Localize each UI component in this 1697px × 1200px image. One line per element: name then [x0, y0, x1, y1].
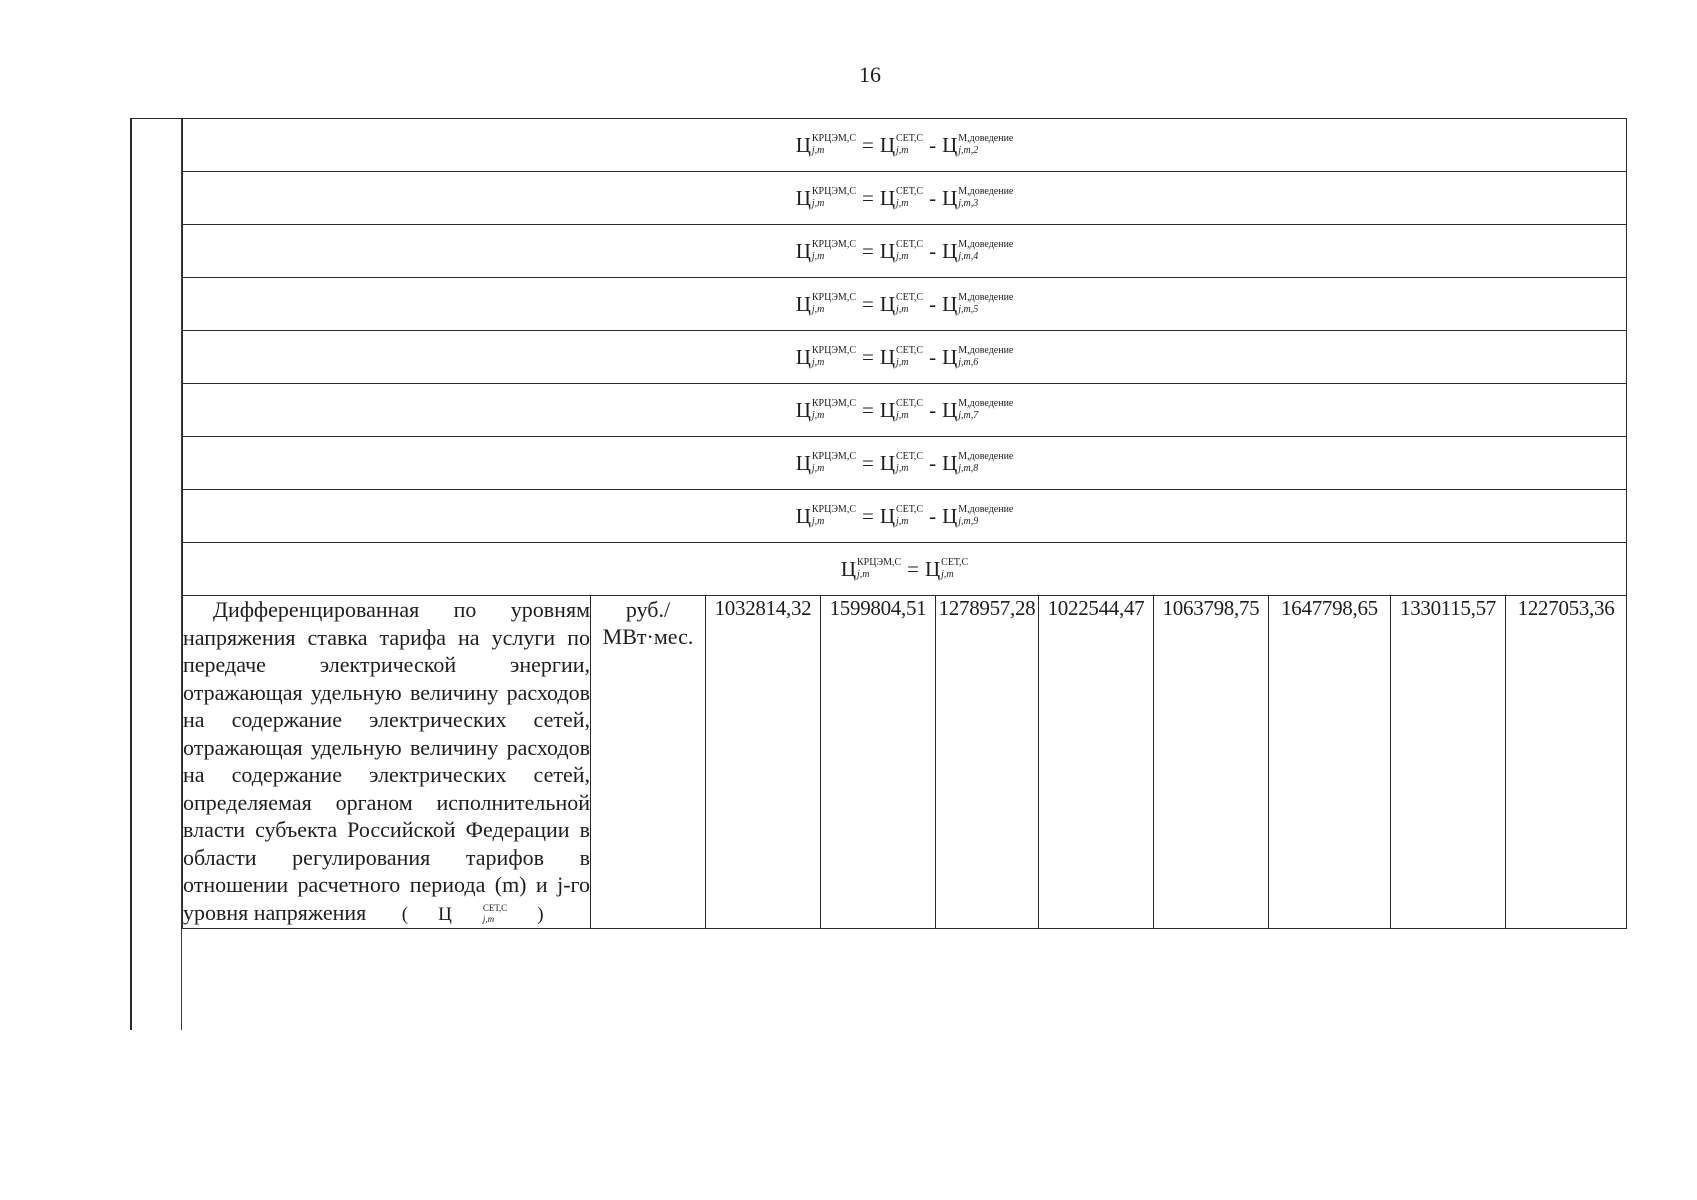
formula-sup: СЕТ,С [482, 903, 508, 914]
term-base: Ц [942, 397, 958, 422]
lhs-sup: КРЦЭМ,С [811, 451, 856, 462]
lhs-base: Ц [795, 132, 811, 157]
equals-sign: = [862, 450, 874, 475]
formula [841, 557, 968, 582]
rhs-sub: j,m [896, 198, 909, 209]
term-base: Ц [942, 132, 958, 157]
term-scripts [958, 451, 1013, 475]
lhs-base: Ц [795, 450, 811, 475]
rhs-base: Ц [924, 556, 941, 581]
term-sup: М,доведение [958, 239, 1014, 250]
minus-sign: - [929, 397, 937, 422]
formula-base: Ц [438, 903, 452, 925]
term-scripts [958, 292, 1013, 316]
rhs-sup: СЕТ,С [896, 345, 924, 356]
rhs-sup: СЕТ,С [941, 557, 969, 568]
formula-cell [183, 384, 1627, 437]
term-base: Ц [942, 185, 958, 210]
lhs-term [796, 504, 856, 529]
formula-cell [183, 225, 1627, 278]
equals-sign: = [862, 132, 874, 157]
left-column-border [130, 118, 182, 1030]
rhs-sub: j,m [941, 569, 954, 580]
formula [796, 451, 1014, 476]
formula-row [183, 384, 1627, 437]
rhs-scripts [896, 186, 923, 210]
term-sup: М,доведение [958, 504, 1014, 515]
formula-row [183, 490, 1627, 543]
unit-cell [591, 596, 706, 929]
equals-sign: = [862, 185, 874, 210]
rhs-term [925, 557, 968, 582]
value-cell: 1599804,51 [821, 596, 936, 929]
term-sub: j,m,4 [958, 251, 979, 262]
equals-sign: = [907, 556, 919, 581]
term-sup: М,доведение [958, 451, 1014, 462]
lhs-base: Ц [795, 291, 811, 316]
lhs-term [796, 239, 856, 264]
minus-sign: - [929, 450, 937, 475]
subtracted-term [942, 186, 1013, 211]
tariff-table [182, 118, 1627, 929]
rhs-scripts [896, 345, 923, 369]
formula-cell [183, 172, 1627, 225]
rhs-scripts [896, 504, 923, 528]
rhs-scripts [896, 292, 923, 316]
subtracted-term [942, 398, 1013, 423]
rhs-term [880, 186, 923, 211]
lhs-scripts [812, 398, 856, 422]
formula-row [183, 278, 1627, 331]
formula-cell [183, 331, 1627, 384]
lhs-sup: КРЦЭМ,С [811, 398, 856, 409]
minus-sign: - [929, 238, 937, 263]
term-sub: j,m,3 [958, 198, 979, 209]
unit-line-2: МВт·мес. [602, 624, 694, 649]
rhs-term [880, 345, 923, 370]
rhs-sub: j,m [896, 463, 909, 474]
rhs-term [880, 504, 923, 529]
formula [796, 292, 1014, 317]
rhs-base: Ц [879, 344, 896, 369]
description-text: Дифференцированная по уровням напряжения ставка тарифа на услуги по передаче электрической энергии, отражающая удельную величину расходов на содержание электрических сетей, отражающая удельную величину расходов на содержание электрических сетей, определяемая органом исполнительной власти субъекта Российской Федерации в области регулирования тарифов в отношении расчетного периода (m) и j-го уровня напряжения [183, 597, 590, 925]
rhs-sup: СЕТ,С [896, 451, 924, 462]
subtracted-term [942, 451, 1013, 476]
lhs-sub: j,m [811, 357, 825, 368]
rhs-sub: j,m [896, 410, 909, 421]
formula [796, 345, 1014, 370]
term-sub: j,m,7 [958, 410, 979, 421]
term-sup: М,доведение [958, 133, 1014, 144]
formula-cell [183, 543, 1627, 596]
formula-rows [183, 119, 1627, 596]
lhs-sup: КРЦЭМ,С [811, 133, 856, 144]
lhs-sub: j,m [811, 304, 825, 315]
lhs-sub: j,m [857, 569, 870, 580]
lhs-sub: j,m [811, 463, 825, 474]
formula [796, 133, 1014, 158]
formula-row [183, 225, 1627, 278]
lhs-term [796, 398, 856, 423]
rhs-sub: j,m [896, 304, 909, 315]
term-sub: j,m,6 [958, 357, 979, 368]
rhs-sup: СЕТ,С [896, 239, 924, 250]
rhs-base: Ц [879, 132, 896, 157]
subtracted-term [942, 133, 1013, 158]
rhs-term [880, 451, 923, 476]
description-formula [372, 901, 544, 929]
equals-sign: = [862, 344, 874, 369]
rhs-base: Ц [879, 238, 896, 263]
minus-sign: - [929, 344, 937, 369]
formula-cell [183, 490, 1627, 543]
lhs-sub: j,m [811, 251, 825, 262]
rhs-base: Ц [879, 291, 896, 316]
term-sup: М,доведение [958, 398, 1014, 409]
lhs-scripts [812, 292, 856, 316]
rhs-sup: СЕТ,С [896, 398, 924, 409]
lhs-term [796, 292, 856, 317]
data-row [183, 596, 1627, 929]
lhs-sup: КРЦЭМ,С [811, 239, 856, 250]
formula-row [183, 172, 1627, 225]
lhs-scripts [812, 133, 856, 157]
rhs-term [880, 398, 923, 423]
equals-sign: = [862, 397, 874, 422]
minus-sign: - [929, 503, 937, 528]
rhs-term [880, 292, 923, 317]
value-cell: 1032814,32 [706, 596, 821, 929]
rhs-term [880, 133, 923, 158]
subtracted-term [942, 239, 1013, 264]
lhs-sup: КРЦЭМ,С [857, 557, 902, 568]
term-scripts [958, 504, 1013, 528]
formula-close-paren: ) [537, 903, 544, 925]
lhs-sup: КРЦЭМ,С [811, 186, 856, 197]
rhs-sup: СЕТ,С [896, 504, 924, 515]
minus-sign: - [929, 291, 937, 316]
lhs-scripts [857, 557, 901, 581]
rhs-sup: СЕТ,С [896, 133, 924, 144]
minus-sign: - [929, 132, 937, 157]
formula-open-paren: ( [401, 903, 409, 925]
lhs-sup: КРЦЭМ,С [811, 292, 856, 303]
lhs-term [841, 557, 901, 582]
lhs-term [796, 451, 856, 476]
term-sup: М,доведение [958, 345, 1014, 356]
description-cell [183, 596, 591, 929]
formula-row [183, 543, 1627, 596]
value-cell: 1063798,75 [1154, 596, 1269, 929]
lhs-base: Ц [795, 185, 811, 210]
lhs-sub: j,m [811, 516, 825, 527]
value-cell: 1022544,47 [1039, 596, 1154, 929]
term-scripts [958, 133, 1013, 157]
formula-row [183, 331, 1627, 384]
rhs-sub: j,m [896, 357, 909, 368]
term-sub: j,m,5 [958, 304, 979, 315]
rhs-base: Ц [879, 397, 896, 422]
term-base: Ц [942, 291, 958, 316]
lhs-sub: j,m [811, 198, 825, 209]
lhs-scripts [812, 451, 856, 475]
rhs-scripts [896, 239, 923, 263]
rhs-term [880, 239, 923, 264]
lhs-term [796, 345, 856, 370]
subtracted-term [942, 504, 1013, 529]
term-scripts [958, 345, 1013, 369]
rhs-sub: j,m [896, 251, 909, 262]
rhs-base: Ц [879, 503, 896, 528]
lhs-term [796, 186, 856, 211]
lhs-base: Ц [840, 556, 857, 581]
rhs-scripts [896, 133, 923, 157]
term-scripts [958, 398, 1013, 422]
formula-row [183, 437, 1627, 490]
lhs-term [796, 133, 856, 158]
lhs-scripts [812, 504, 856, 528]
value-cell: 1227053,36 [1506, 596, 1627, 929]
lhs-base: Ц [795, 503, 811, 528]
lhs-scripts [812, 345, 856, 369]
term-base: Ц [942, 450, 958, 475]
rhs-sub: j,m [896, 145, 909, 156]
formula [796, 398, 1014, 423]
formula-row [183, 119, 1627, 172]
minus-sign: - [929, 185, 937, 210]
formula-cell [183, 119, 1627, 172]
lhs-scripts [812, 186, 856, 210]
rhs-sup: СЕТ,С [896, 292, 924, 303]
lhs-base: Ц [795, 344, 811, 369]
rhs-base: Ц [879, 185, 896, 210]
value-cell: 1647798,65 [1269, 596, 1391, 929]
page-number: 16 [859, 62, 881, 87]
lhs-sub: j,m [811, 410, 825, 421]
term-base: Ц [942, 503, 958, 528]
lhs-sup: КРЦЭМ,С [811, 504, 856, 515]
rhs-scripts [896, 398, 923, 422]
term-sup: М,доведение [958, 186, 1014, 197]
lhs-base: Ц [795, 397, 811, 422]
rhs-scripts [896, 451, 923, 475]
term-sub: j,m,8 [958, 463, 979, 474]
subtracted-term [942, 292, 1013, 317]
lhs-sup: КРЦЭМ,С [811, 345, 856, 356]
term-scripts [958, 239, 1013, 263]
rhs-sup: СЕТ,С [896, 186, 924, 197]
rhs-scripts [941, 557, 968, 581]
lhs-sub: j,m [811, 145, 825, 156]
formula [796, 239, 1014, 264]
equals-sign: = [862, 503, 874, 528]
equals-sign: = [862, 291, 874, 316]
unit-line-1: руб./ [625, 597, 671, 622]
formula-sub: j,m [482, 914, 495, 925]
equals-sign: = [862, 238, 874, 263]
value-cell: 1330115,57 [1391, 596, 1506, 929]
formula-scripts [453, 903, 507, 925]
value-cell: 1278957,28 [936, 596, 1039, 929]
term-scripts [958, 186, 1013, 210]
formula-cell [183, 278, 1627, 331]
term-base: Ц [942, 238, 958, 263]
formula-cell [183, 437, 1627, 490]
lhs-scripts [812, 239, 856, 263]
term-sub: j,m,9 [958, 516, 979, 527]
rhs-sub: j,m [896, 516, 909, 527]
subtracted-term [942, 345, 1013, 370]
term-sup: М,доведение [958, 292, 1014, 303]
term-sub: j,m,2 [958, 145, 979, 156]
term-base: Ц [942, 344, 958, 369]
formula [796, 504, 1014, 529]
lhs-base: Ц [795, 238, 811, 263]
formula [796, 186, 1014, 211]
rhs-base: Ц [879, 450, 896, 475]
